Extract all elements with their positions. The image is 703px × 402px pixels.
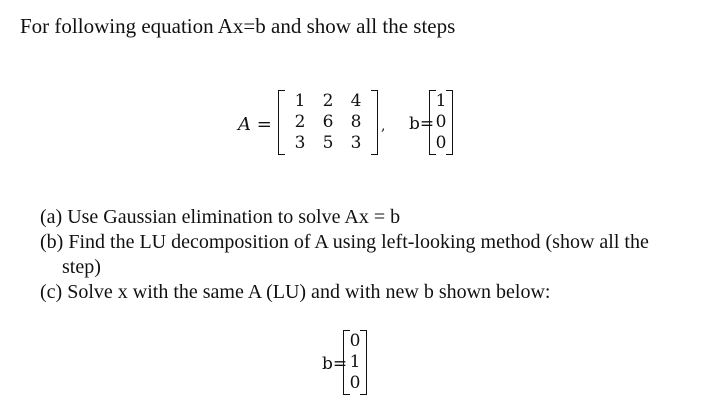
vector-b-cell: 0 [435, 112, 447, 132]
problem-title: For following equation Ax=b and show all the steps [20, 14, 456, 38]
question-text: Solve x with the same A (LU) and with new b shown below: [67, 281, 551, 303]
matrix-a-cell: 4 [350, 91, 362, 111]
matrix-a-cell: 2 [322, 91, 334, 111]
question-list [40, 205, 690, 305]
question-marker: (a) [40, 206, 63, 228]
matrix-a-cell: 6 [322, 112, 334, 132]
right-bracket [360, 330, 367, 395]
question-text: Find the LU decomposition of A using left-looking method (show all the step) [62, 231, 649, 278]
left-bracket [429, 90, 436, 155]
matrix-a-label: A = [238, 114, 272, 135]
matrix-a-cell: 1 [294, 91, 306, 111]
question-marker: (b) [40, 231, 64, 253]
question-b [40, 230, 682, 280]
vector-b-cell: 1 [435, 91, 447, 111]
matrix-a-cell: 8 [350, 112, 362, 132]
vector-b-cell: 0 [435, 133, 447, 153]
question-marker: (c) [40, 281, 63, 303]
left-bracket [343, 330, 350, 395]
matrix-a [278, 90, 378, 155]
matrix-a-cell: 3 [294, 133, 306, 153]
matrix-a-cell: 5 [322, 133, 334, 153]
new-b-cell: 1 [349, 352, 361, 372]
new-b-cell: 0 [349, 373, 361, 393]
matrix-a-cell: 2 [294, 112, 306, 132]
new-b-cell: 0 [349, 331, 361, 351]
matrix-a-cell: 3 [350, 133, 362, 153]
new-b-label: b= [322, 354, 348, 374]
new-vector-b [343, 330, 367, 395]
right-bracket [446, 90, 453, 155]
question-c [40, 280, 690, 305]
question-text: Use Gaussian elimination to solve Ax = b [67, 206, 401, 228]
vector-b-label: b= [409, 114, 435, 134]
vector-b [429, 90, 453, 155]
separator-comma: , [381, 118, 386, 134]
left-bracket [278, 90, 285, 155]
right-bracket [371, 90, 378, 155]
question-a [40, 205, 690, 230]
